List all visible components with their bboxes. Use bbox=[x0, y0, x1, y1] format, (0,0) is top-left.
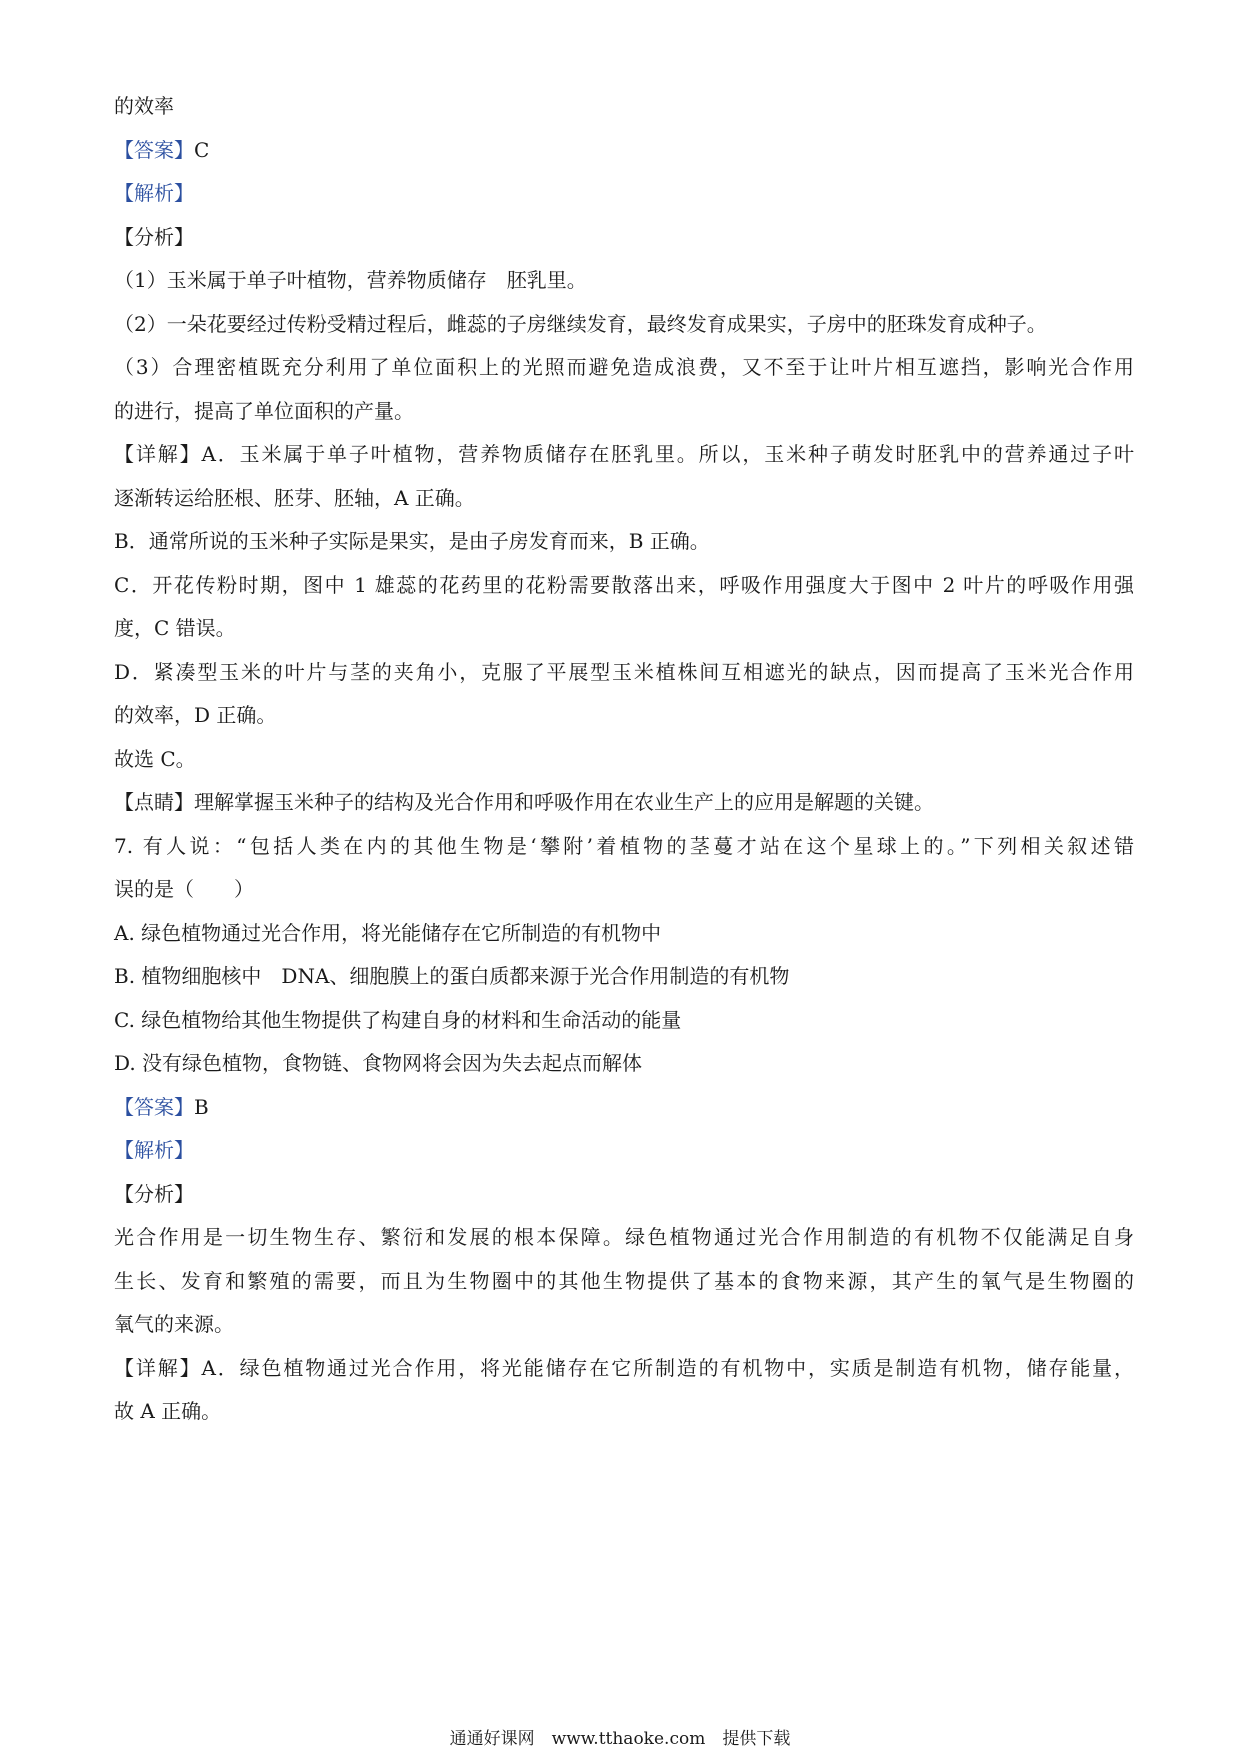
line-text: B．通常所说的玉米种子实际是果实，是由子房发育而来，B 正确。 bbox=[114, 529, 710, 553]
line-text: C．开花传粉时期，图中 1 雄蕊的花药里的花粉需要散落出来，呼吸作用强度大于图中 2 叶片的呼吸作用强 bbox=[114, 573, 1134, 597]
text-line bbox=[114, 353, 1134, 381]
text-line bbox=[114, 962, 1134, 990]
line-text: 误的是（ ） bbox=[114, 877, 254, 901]
text-line bbox=[114, 832, 1134, 860]
text-line bbox=[114, 1223, 1134, 1251]
line-text: 理解掌握玉米种子的结构及光合作用和呼吸作用在农业生产上的应用是解题的关键。 bbox=[194, 790, 934, 814]
line-text: （1）玉米属于单子叶植物，营养物质储存 胚乳里。 bbox=[114, 268, 587, 292]
section-tag: 【分析】 bbox=[114, 1182, 194, 1206]
text-line bbox=[114, 614, 1134, 642]
line-text: 光合作用是一切生物生存、繁衍和发展的根本保障。绿色植物通过光合作用制造的有机物不仅能满足自身 bbox=[114, 1225, 1134, 1249]
section-line bbox=[114, 1136, 1134, 1164]
line-text: C bbox=[194, 138, 210, 162]
line-text: （3）合理密植既充分利用了单位面积上的光照而避免造成浪费，又不至于让叶片相互遮挡，影响光合作用 bbox=[114, 355, 1134, 379]
section-line bbox=[114, 788, 1134, 816]
text-line bbox=[114, 1397, 1134, 1425]
line-text: B. 植物细胞核中 DNA、细胞膜上的蛋白质都来源于光合作用制造的有机物 bbox=[114, 964, 790, 988]
line-text: C. 绿色植物给其他生物提供了构建自身的材料和生命活动的能量 bbox=[114, 1008, 682, 1032]
line-text: （2）一朵花要经过传粉受精过程后，雌蕊的子房继续发育，最终发育成果实，子房中的胚珠发育成种子。 bbox=[114, 312, 1047, 336]
section-tag: 【答案】 bbox=[114, 1095, 194, 1119]
text-line bbox=[114, 1267, 1134, 1295]
text-line bbox=[114, 1006, 1134, 1034]
line-text: 故 A 正确。 bbox=[114, 1399, 222, 1423]
section-tag: 【分析】 bbox=[114, 225, 194, 249]
line-text: D．紧凑型玉米的叶片与茎的夹角小，克服了平展型玉米植株间互相遮光的缺点，因而提高了玉米光合作用 bbox=[114, 660, 1134, 684]
line-text: 故选 C。 bbox=[114, 747, 196, 771]
text-line bbox=[114, 919, 1134, 947]
section-tag: 【答案】 bbox=[114, 138, 194, 162]
text-line bbox=[114, 571, 1134, 599]
section-tag: 【详解】 bbox=[114, 1356, 202, 1380]
section-line bbox=[114, 179, 1134, 207]
line-text: A．绿色植物通过光合作用，将光能储存在它所制造的有机物中，实质是制造有机物，储存能量， bbox=[201, 1356, 1135, 1380]
section-tag: 【解析】 bbox=[114, 181, 194, 205]
line-text: 7. 有人说：“包括人类在内的其他生物是‘攀附’着植物的茎蔓才站在这个星球上的。”下列相关叙述错 bbox=[114, 834, 1134, 858]
text-line bbox=[114, 658, 1134, 686]
section-line bbox=[114, 1354, 1134, 1382]
text-line bbox=[114, 397, 1134, 425]
text-line bbox=[114, 875, 1134, 903]
line-text: 度，C 错误。 bbox=[114, 616, 236, 640]
section-tag: 【详解】 bbox=[114, 442, 202, 466]
line-text: 的进行，提高了单位面积的产量。 bbox=[114, 399, 414, 423]
line-text: 的效率，D 正确。 bbox=[114, 703, 277, 727]
line-text: 生长、发育和繁殖的需要，而且为生物圈中的其他生物提供了基本的食物来源，其产生的氧气是生物圈的 bbox=[114, 1269, 1134, 1293]
section-line bbox=[114, 136, 1134, 164]
text-line bbox=[114, 266, 1134, 294]
line-text: A．玉米属于单子叶植物，营养物质储存在胚乳里。所以，玉米种子萌发时胚乳中的营养通过子叶 bbox=[201, 442, 1135, 466]
section-line bbox=[114, 440, 1134, 468]
section-tag: 【解析】 bbox=[114, 1138, 194, 1162]
line-text: B bbox=[194, 1095, 209, 1119]
text-line bbox=[114, 701, 1134, 729]
line-text: A. 绿色植物通过光合作用，将光能储存在它所制造的有机物中 bbox=[114, 921, 662, 945]
line-text: 逐渐转运给胚根、胚芽、胚轴，A 正确。 bbox=[114, 486, 475, 510]
section-tag: 【点睛】 bbox=[114, 790, 194, 814]
section-line bbox=[114, 1180, 1134, 1208]
text-line bbox=[114, 484, 1134, 512]
text-line bbox=[114, 1310, 1134, 1338]
line-text: 氧气的来源。 bbox=[114, 1312, 234, 1336]
section-line bbox=[114, 223, 1134, 251]
line-text: D. 没有绿色植物，食物链、食物网将会因为失去起点而解体 bbox=[114, 1051, 643, 1075]
text-line bbox=[114, 1049, 1134, 1077]
text-line bbox=[114, 527, 1134, 555]
text-line bbox=[114, 310, 1134, 338]
text-line bbox=[114, 92, 1134, 120]
section-line bbox=[114, 1093, 1134, 1121]
line-text: 的效率 bbox=[114, 94, 174, 118]
text-line bbox=[114, 745, 1134, 773]
page-footer: 通通好课网 www.tthaoke.com 提供下载 bbox=[449, 1729, 791, 1749]
